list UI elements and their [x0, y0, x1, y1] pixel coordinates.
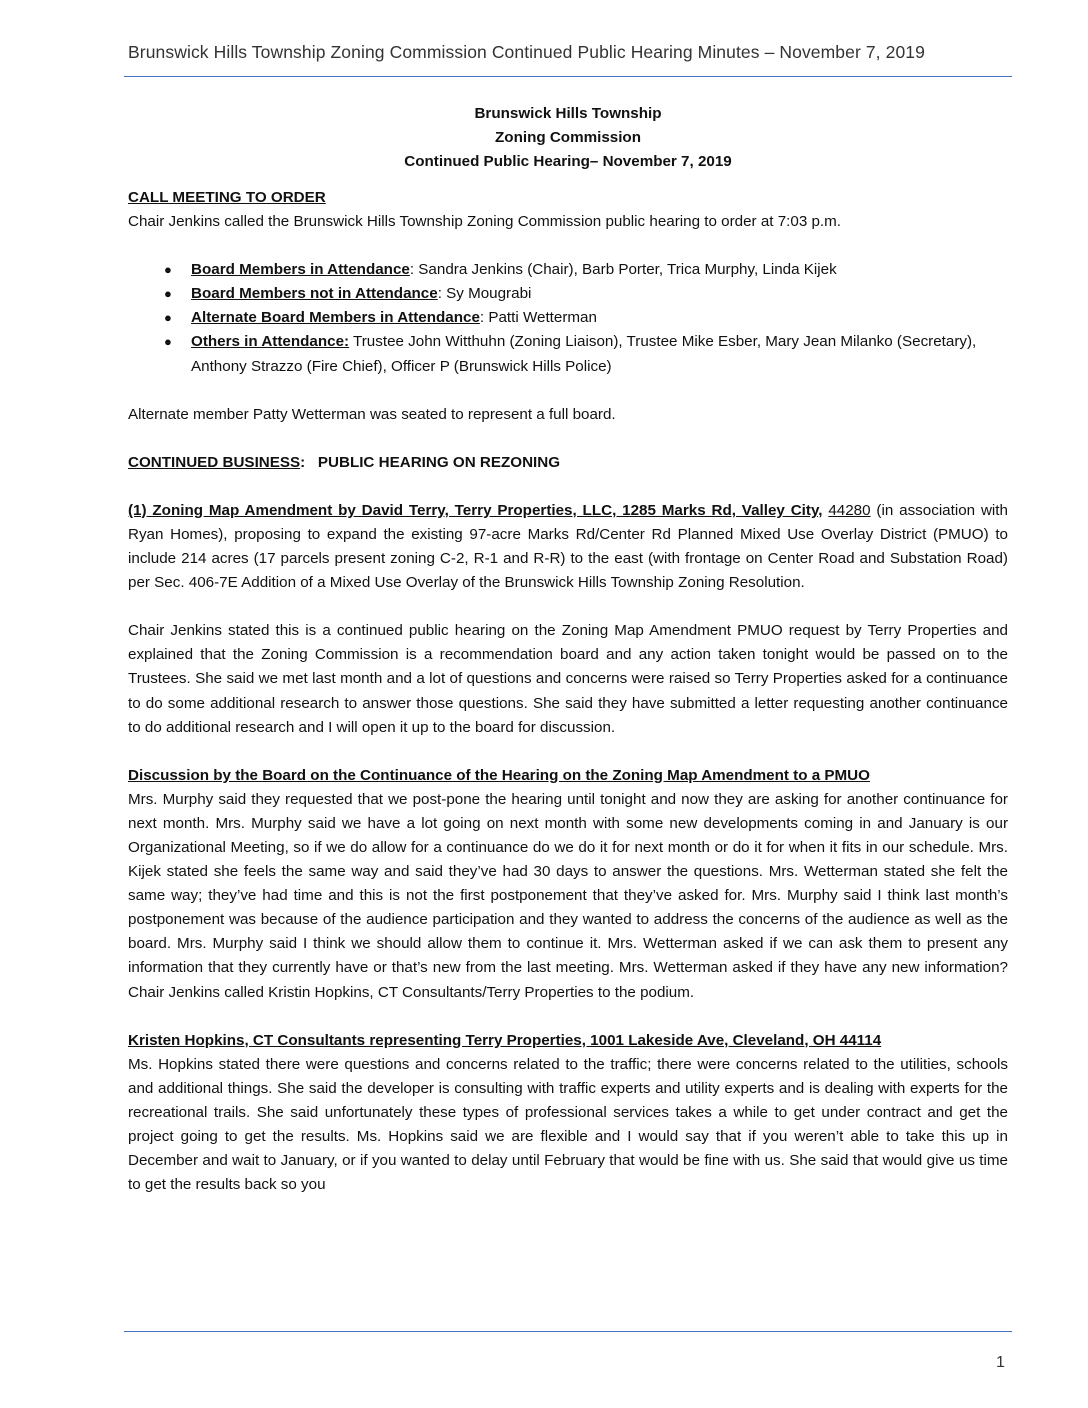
attendance-list: [128, 258, 1008, 378]
call-to-order-heading: CALL MEETING TO ORDER: [128, 189, 326, 206]
continued-business-heading: [128, 451, 1008, 475]
discussion-text: Mrs. Murphy said they requested that we post-pone the hearing until tonight and now they are asking for another continuance for next month. Mrs. Murphy said we have a lot going on next month with some new developments coming in and January is our Organizational Meeting, so if we do allow for a continuance do we do it for next month or do it for when it fits in our schedule. Mrs. Kijek stated she feels the same way and said they’ve had 30 days to answer the questions. Mrs. Wetterman stated she felt the same way; they’ve had time and this is not the first postponement that they’ve asked for. Mrs. Murphy said I think last month’s postponement was because of the audience participation and they wanted to address the concerns of the audience as well as the board. Mrs. Murphy said I think we should allow them to continue it. Mrs. Wetterman asked if we can ask them to present any information that they currently have or that’s new from the last meeting. Mrs. Wetterman asked if they have any new information? Chair Jenkins called Kristin Hopkins, CT Consultants/Terry Properties to the podium.: [128, 790, 1008, 1001]
attendance-label: Board Members in Attendance: [191, 261, 410, 279]
item-1-heading: (1) Zoning Map Amendment by David Terry, Terry Properties, LLC, 1285 Marks Rd, Valley City,: [128, 501, 823, 519]
alternate-note: Alternate member Patty Wetterman was seated to represent a full board.: [128, 405, 616, 423]
attendance-value: : Sandra Jenkins (Chair), Barb Porter, Trica Murphy, Linda Kijek: [409, 261, 837, 279]
hopkins-section: [128, 1029, 1008, 1198]
attendance-label: Board Members not in Attendance: [191, 285, 438, 303]
attendance-value: : Sy Mougrabi: [437, 285, 532, 303]
item-1-association: (in association with Ryan Homes): [128, 501, 1008, 543]
discussion-heading: Discussion by the Board on the Continuance of the Hearing on the Zoning Map Amendment to a PMUO: [128, 766, 870, 784]
header-rule: [124, 76, 1012, 77]
call-to-order-section: [128, 186, 1008, 234]
running-header: Brunswick Hills Township Zoning Commission Continued Public Hearing Minutes – November 7, 2019: [128, 42, 925, 62]
item-1-comma: ,: [223, 525, 228, 543]
item-1-paragraph: [128, 499, 1008, 595]
title-line-3: Continued Public Hearing– November 7, 2019: [404, 153, 732, 170]
attendance-item-alternates: [128, 306, 1008, 330]
bullet-icon: ●: [164, 286, 172, 302]
call-to-order-text: Chair Jenkins called the Brunswick Hills Township Zoning Commission public hearing to order at 7:03 p.m.: [128, 213, 842, 231]
attendance-item-others: [128, 330, 1008, 378]
page-number: 1: [996, 1354, 1005, 1371]
chair-statement: Chair Jenkins stated this is a continued public hearing on the Zoning Map Amendment PMUO request by Terry Properties and explained that the Zoning Commission is a recommendation board and any action taken tonight would be passed on to the Trustees. She said we met last month and a lot of questions and concerns were raised so Terry Properties asked for a continuance to do some additional research to answer those questions. She said they have submitted a letter requesting another continuance to do additional research and I will open it up to the board for discussion.: [128, 622, 1008, 736]
document-title: [128, 102, 1008, 174]
bullet-icon: ●: [164, 262, 172, 278]
item-1-text: proposing to expand the existing 97-acre Marks Rd/Center Rd Planned Mixed Use Overlay District (PMUO) to include 214 acres (17 parcels present zoning C-2, R-1 and R-R) to the east (with frontage on Center Road and Substation Road) per Sec. 406-7E Addition of a Mixed Use Overlay of the Brunswick Hills Township Zoning Resolution.: [128, 525, 1008, 592]
continued-business-rest: : PUBLIC HEARING ON REZONING: [300, 453, 561, 471]
attendance-item-board-present: [128, 258, 1008, 282]
footer-rule: [124, 1331, 1012, 1332]
hopkins-heading: Kristen Hopkins, CT Consultants representing Terry Properties, 1001 Lakeside Ave, Cleveland, OH 44114: [128, 1031, 882, 1049]
attendance-value: : Patti Wetterman: [479, 309, 597, 327]
attendance-item-board-absent: [128, 282, 1008, 306]
hopkins-text: Ms. Hopkins stated there were questions and concerns related to the traffic; there were concerns related to the utilities, schools and additional things. She said the developer is consulting with traffic experts and utility experts and is dealing with experts for the recreational trails. She said unfortunately these types of professional services takes a while to get under contract and get the project going to get the results. Ms. Hopkins said we are flexible and I would say that if you weren’t able to take this up in December and wait to January, or if you wanted to delay until February that would be fine with us. She said that would give us time to get the results back so you: [128, 1055, 1008, 1194]
title-line-2: Zoning Commission: [495, 129, 641, 146]
bullet-icon: ●: [164, 334, 172, 350]
item-1-zip: 44280: [828, 501, 871, 519]
attendance-label: Alternate Board Members in Attendance: [191, 309, 480, 327]
discussion-section: [128, 764, 1008, 1005]
bullet-icon: ●: [164, 310, 172, 326]
attendance-label: Others in Attendance:: [191, 333, 350, 351]
attendance-value: Trustee John Witthuhn (Zoning Liaison), Trustee Mike Esber, Mary Jean Milanko (Secretary), Anthony Strazzo (Fire Chief), Officer P (Brunswick Hills Police): [191, 333, 977, 375]
document-body: [128, 102, 1008, 1197]
title-line-1: Brunswick Hills Township: [474, 105, 662, 122]
continued-business-label: CONTINUED BUSINESS: [128, 453, 301, 471]
